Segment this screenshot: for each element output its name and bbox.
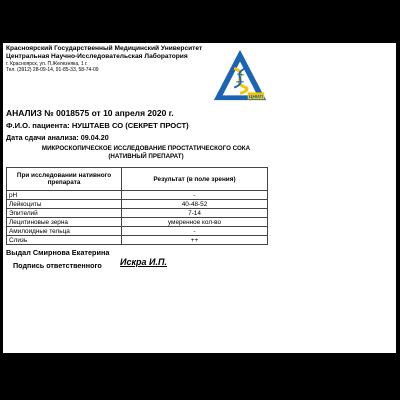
row-label: Лейкоциты (7, 200, 122, 209)
column-header-parameter: При исследовании нативного препарата (7, 168, 122, 191)
table-row (7, 227, 268, 236)
column-header-result: Результат (в поле зрения) (122, 168, 268, 191)
submission-date: Дата сдачи анализа: 09.04.20 (6, 133, 109, 142)
row-value: - (122, 227, 268, 236)
analysis-title: АНАЛИЗ № 0018575 от 10 апреля 2020 г. (6, 108, 174, 118)
study-caption: МИКРОСКОПИЧЕСКОЕ ИССЛЕДОВАНИЕ ПРОСТАТИЧЕСКОГО СОКА (41, 145, 251, 152)
lab-logo (211, 47, 269, 105)
table-row (7, 200, 268, 209)
row-label: Лецитиновые зерна (7, 218, 122, 227)
patient-line: Ф.И.О. пациента: НУШТАЕВ СО (СЕКРЕТ ПРОСТ) (6, 121, 189, 130)
issued-by: Выдал Смирнова Екатерина (6, 248, 110, 257)
table-row (7, 209, 268, 218)
row-label: Слизь (7, 236, 122, 245)
row-label: pH (7, 191, 122, 200)
study-caption-sub: (НАТИВНЫЙ ПРЕПАРАТ) (108, 153, 184, 160)
org-header (6, 45, 246, 73)
row-label: Амилоидные тельца (7, 227, 122, 236)
row-value: - (122, 191, 268, 200)
row-value: 7-14 (122, 209, 268, 218)
row-label: Эпителий (7, 209, 122, 218)
document-sheet (3, 43, 396, 353)
logo-text: ЦНИЛ (249, 94, 263, 100)
row-value: ++ (122, 236, 268, 245)
signature-name: Искра И.П. (120, 257, 167, 267)
table-row (7, 218, 268, 227)
signature-label: Подпись ответственного (13, 261, 102, 270)
table-row (7, 236, 268, 245)
row-value: 40-48-52 (122, 200, 268, 209)
org-name: Красноярский Государственный Медицинский Университет (6, 45, 203, 52)
row-value: умеренное кол-во (122, 218, 268, 227)
lab-name: Центральная Научно-Исследовательская Лаборатория (6, 52, 188, 60)
table-header-row (7, 168, 268, 191)
org-address: г. Красноярск, ул. П.Железняка, 1 г. (6, 60, 88, 67)
table-row (7, 191, 268, 200)
results-table (6, 167, 268, 245)
org-phone: Тел. (3912) 28-09-14, 91-85-33, 58-74-09 (6, 66, 99, 73)
